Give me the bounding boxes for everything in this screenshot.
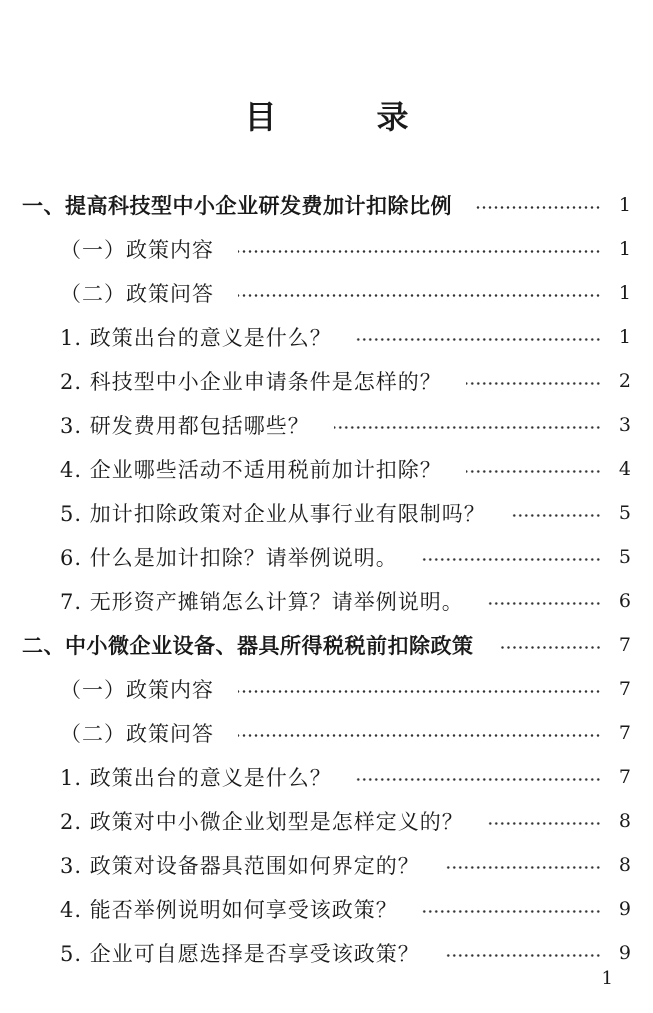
toc-entry-page: 1 <box>618 282 631 304</box>
dot-leader <box>356 338 601 341</box>
toc-entry-page: 1 <box>618 194 631 216</box>
toc-entry-label: 7. 无形资产摊销怎么计算？请举例说明。 <box>60 590 464 614</box>
toc-entry-section-2[interactable] <box>0 625 653 665</box>
toc-entry-section-1[interactable] <box>0 185 653 225</box>
toc-entry-page: 3 <box>618 414 631 436</box>
toc-entry-page: 2 <box>618 370 631 392</box>
toc-entry-page: 7 <box>618 678 631 700</box>
toc-entry[interactable] <box>0 889 653 929</box>
toc-entry[interactable] <box>0 273 653 313</box>
dot-leader <box>238 734 601 737</box>
toc-entry-label: 4. 企业哪些活动不适用税前加计扣除？ <box>60 458 442 482</box>
toc-entry[interactable] <box>0 801 653 841</box>
toc-entry[interactable] <box>0 493 653 533</box>
toc-entry-label: 5. 企业可自愿选择是否享受该政策？ <box>60 942 420 966</box>
toc-entry-label: （二）政策问答 <box>60 722 214 746</box>
toc-entry[interactable] <box>0 581 653 621</box>
footer-page-number: 1 <box>601 968 613 989</box>
dot-leader <box>238 294 601 297</box>
dot-leader <box>444 954 601 957</box>
toc-entry-label: 一、提高科技型中小企业研发费加计扣除比例 <box>22 194 452 218</box>
toc-entry[interactable] <box>0 669 653 709</box>
dot-leader <box>466 382 601 385</box>
toc-entry[interactable] <box>0 713 653 753</box>
toc-entry-page: 5 <box>618 502 631 524</box>
toc-entry[interactable] <box>0 757 653 797</box>
dot-leader <box>476 206 601 209</box>
toc-entry-page: 9 <box>618 898 631 920</box>
toc-entry-page: 4 <box>618 458 631 480</box>
toc-entry-label: 4. 能否举例说明如何享受该政策？ <box>60 898 398 922</box>
toc-entry-label: （一）政策内容 <box>60 238 214 262</box>
toc-entry-label: 2. 政策对中小微企业划型是怎样定义的？ <box>60 810 464 834</box>
toc-entry-page: 1 <box>618 326 631 348</box>
toc-entry-label: 6. 什么是加计扣除？请举例说明。 <box>60 546 398 570</box>
dot-leader <box>498 646 602 649</box>
toc-entry-page: 5 <box>618 546 631 568</box>
dot-leader <box>238 690 601 693</box>
toc-entry-label: 二、中小微企业设备、器具所得税税前扣除政策 <box>22 634 474 658</box>
toc-entry[interactable] <box>0 361 653 401</box>
toc-entry[interactable] <box>0 317 653 357</box>
dot-leader <box>466 470 601 473</box>
toc-entry-page: 1 <box>618 238 631 260</box>
toc-entry-page: 8 <box>618 854 631 876</box>
dot-leader <box>356 778 601 781</box>
toc-entry[interactable] <box>0 933 653 973</box>
toc-entry[interactable] <box>0 229 653 269</box>
dot-leader <box>422 910 601 913</box>
dot-leader <box>422 558 601 561</box>
toc-entry-page: 8 <box>618 810 631 832</box>
dot-leader <box>488 822 601 825</box>
toc-entry-page: 7 <box>618 722 631 744</box>
toc-entry[interactable] <box>0 845 653 885</box>
toc-entry-page: 6 <box>618 590 631 612</box>
toc-entry-label: 1. 政策出台的意义是什么？ <box>60 766 332 790</box>
dot-leader <box>488 602 601 605</box>
toc-entry-label: 3. 研发费用都包括哪些？ <box>60 414 310 438</box>
toc-entry[interactable] <box>0 537 653 577</box>
toc-entry-label: 1. 政策出台的意义是什么？ <box>60 326 332 350</box>
dot-leader <box>510 514 601 517</box>
toc-title: 目 录 <box>244 98 443 136</box>
dot-leader <box>238 250 601 253</box>
toc-entry[interactable] <box>0 405 653 445</box>
dot-leader <box>334 426 601 429</box>
toc-entry-page: 7 <box>618 634 631 656</box>
toc-entry-page: 7 <box>618 766 631 788</box>
dot-leader <box>444 866 601 869</box>
toc-entry-page: 9 <box>618 942 631 964</box>
toc-entry-label: 3. 政策对设备器具范围如何界定的？ <box>60 854 420 878</box>
toc-entry-label: （二）政策问答 <box>60 282 214 306</box>
toc-entry-label: （一）政策内容 <box>60 678 214 702</box>
toc-entry-label: 5. 加计扣除政策对企业从事行业有限制吗？ <box>60 502 486 526</box>
toc-entry[interactable] <box>0 449 653 489</box>
toc-entry-label: 2. 科技型中小企业申请条件是怎样的？ <box>60 370 442 394</box>
